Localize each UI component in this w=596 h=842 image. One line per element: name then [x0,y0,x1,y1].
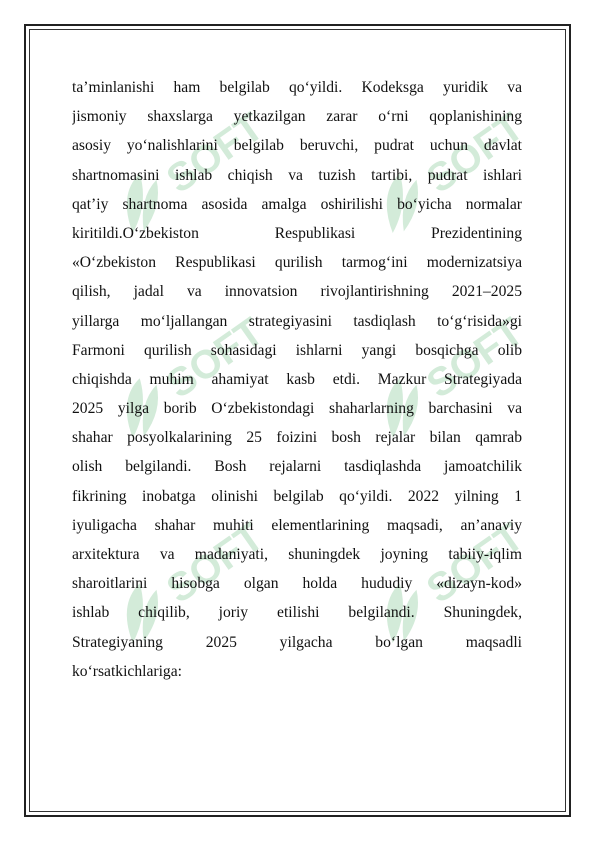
text-line: iyuligacha shahar muhiti elementlarining maqsadi, an’anaviy [72,516,522,534]
svg-text:SOFT: SOFT [418,104,532,202]
text-line: Strategiyaning 2025 yilgacha bo‘lgan maqsadli [72,633,522,651]
text-line: jismoniy shaxslarga yetkazilgan zarar o‘rni qoplanishining [72,108,522,126]
text-line: fikrining inobatga olinishi belgilab qo‘yildi. 2022 yilning 1 [72,487,522,505]
text-line: shartnomasini ishlab chiqish va tuzish tartibi, pudrat ishlari [72,166,522,184]
text-line: Farmoni qurilish sohasidagi ishlarni yangi bosqichga olib [72,341,522,359]
text-line: qilish, jadal va innovatsion rivojlantirishning 2021–2025 [72,283,522,301]
body-text [72,73,522,686]
text-line: olish belgilandi. Bosh rejalarni tasdiqlashda jamoatchilik [72,458,522,476]
text-line: asosiy yo‘nalishlarini belgilab beruvchi, pudrat uchun davlat [72,137,522,155]
text-line: yillarga mo‘ljallangan strategiyasini tasdiqlash to‘g‘risida»gi [72,312,522,330]
svg-text:SOFT: SOFT [158,309,272,407]
svg-text:SOFT: SOFT [158,514,272,612]
text-line: shahar posyolkalarining 25 foizini bosh rejalar bilan qamrab [72,429,522,447]
text-line: arxitektura va madaniyati, shuningdek joyning tabiiy-iqlim [72,546,522,563]
text-line: qat’iy shartnoma asosida amalga oshirilishi bo‘yicha normalar [72,195,522,213]
text-line: «O‘zbekiston Respublikasi qurilish tarmog‘ini modernizatsiya [72,254,522,272]
text-line: 2025 yilga borib O‘zbekistondagi shaharlarning barchasini va [72,400,522,418]
text-line: sharoitlarini hisobga olgan holda hududiy «dizayn-kod» [72,575,522,593]
text-line: kiritildi.O‘zbekiston Respublikasi Prezidentining [72,224,522,242]
svg-text:SOFT: SOFT [418,514,532,612]
text-line: ishlab chiqilib, joriy etilishi belgilandi. Shuningdek, [72,604,522,622]
text-line: ta’minlanishi ham belgilab qo‘yildi. Kodeksga yuridik va [72,79,522,96]
text-line: chiqishda muhim ahamiyat kasb etdi. Mazkur Strategiyada [72,370,522,388]
svg-text:SOFT: SOFT [158,104,272,202]
svg-text:SOFT: SOFT [418,309,532,407]
text-line: ko‘rsatkichlariga: [72,662,182,680]
